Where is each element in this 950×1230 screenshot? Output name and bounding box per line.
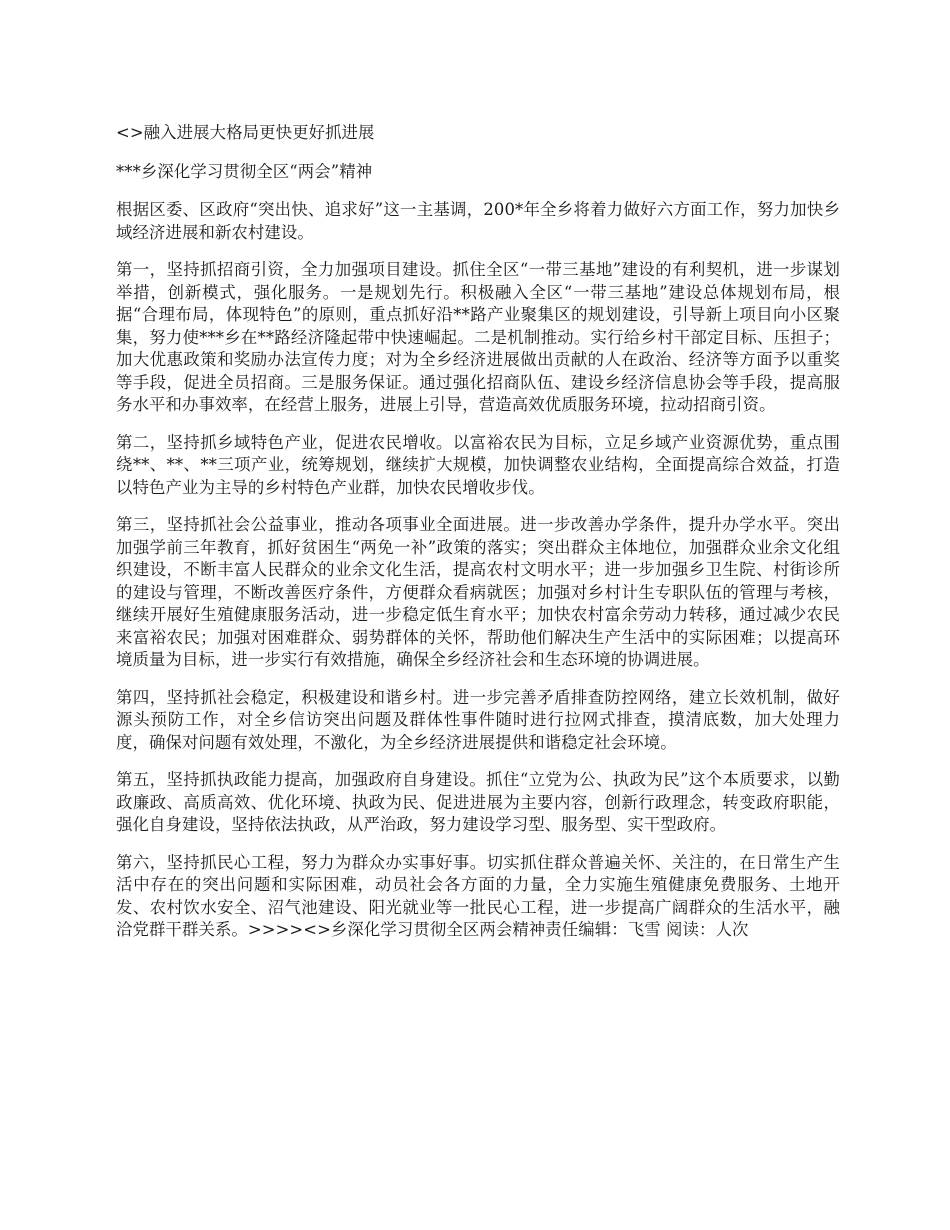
paragraph-intro: 根据区委、区政府“突出快、追求好”这一主基调，200*年全乡将着力做好六方面工作，努力加快乡域经济进展和新农村建设。 xyxy=(116,200,840,242)
document-title: <>融入进展大格局更快更好抓进展 xyxy=(116,123,375,142)
paragraph-second: 第二，坚持抓乡域特色产业，促进农民增收。以富裕农民为目标，立足乡域产业资源优势，重点围绕**、**、**三项产业，统筹规划，继续扩大规模，加快调整农业结构，全面提高综合效益，打造以特色产业为主导的乡村特色产业群，加快农民增收步伐。 xyxy=(116,432,840,497)
paragraph-first: 第一，坚持抓招商引资，全力加强项目建设。抓住全区“一带三基地”建设的有利契机，进一步谋划举措，创新模式，强化服务。一是规划先行。积极融入全区“一带三基地”建设总体规划布局，根据“合理布局，体现特色”的原则，重点抓好沿**路产业聚集区的规划建设，引导新上项目向小区聚集，努力使***乡在**路经济隆起带中快速崛起。二是机制推动。实行给乡村干部定目标、压担子；加大优惠政策和奖励办法宣传力度；对为全乡经济进展做出贡献的人在政治、经济等方面予以重奖等手段，促进全员招商。三是服务保证。通过强化招商队伍、建设乡经济信息协会等手段，提高服务水平和办事效率，在经营上服务，进展上引导，营造高效优质服务环境，拉动招商引资。 xyxy=(116,260,840,414)
paragraph-fourth: 第四，坚持抓社会稳定，积极建设和谐乡村。进一步完善矛盾排查防控网络，建立长效机制，做好源头预防工作，对全乡信访突出问题及群体性事件随时进行拉网式排查，摸清底数，加大处理力度，确保对问题有效处理，不激化，为全乡经济进展提供和谐稳定社会环境。 xyxy=(116,687,840,752)
paragraph-third: 第三，坚持抓社会公益事业，推动各项事业全面进展。进一步改善办学条件，提升办学水平。突出加强学前三年教育，抓好贫困生“两免一补”政策的落实；突出群众主体地位，加强群众业余文化组织建设，不断丰富人民群众的业余文化生活，提高农村文明水平；进一步加强乡卫生院、村街诊所的建设与管理，不断改善医疗条件，方便群众看病就医；加强对乡村计生专职队伍的管理与考核，继续开展好生殖健康服务活动，进一步稳定低生育水平；加快农村富余劳动力转移，通过减少农民来富裕农民；加强对困难群众、弱势群体的关怀，帮助他们解决生产生活中的实际困难；以提高环境质量为目标，进一步实行有效措施，确保全乡经济社会和生态环境的协调进展。 xyxy=(116,515,840,669)
document-body xyxy=(116,122,840,957)
document-subtitle: ***乡深化学习贯彻全区“两会”精神 xyxy=(116,161,373,181)
paragraph-sixth: 第六，坚持抓民心工程，努力为群众办实事好事。切实抓住群众普遍关怀、关注的，在日常生产生活中存在的突出问题和实际困难，动员社会各方面的力量，全力实施生殖健康免费服务、土地开发、农村饮水安全、沼气池建设、阳光就业等一批民心工程，进一步提高广阔群众的生活水平，融洽党群干群关系。>>>><>乡深化学习贯彻全区两会精神责任编辑：飞雪 阅读：人次 xyxy=(116,852,840,939)
paragraph-fifth: 第五，坚持抓执政能力提高，加强政府自身建设。抓住“立党为公、执政为民”这个本质要求，以勤政廉政、高质高效、优化环境、执政为民、促进进展为主要内容，创新行政理念，转变政府职能，强化自身建设，坚持依法执政，从严治政，努力建设学习型、服务型、实干型政府。 xyxy=(116,770,840,834)
